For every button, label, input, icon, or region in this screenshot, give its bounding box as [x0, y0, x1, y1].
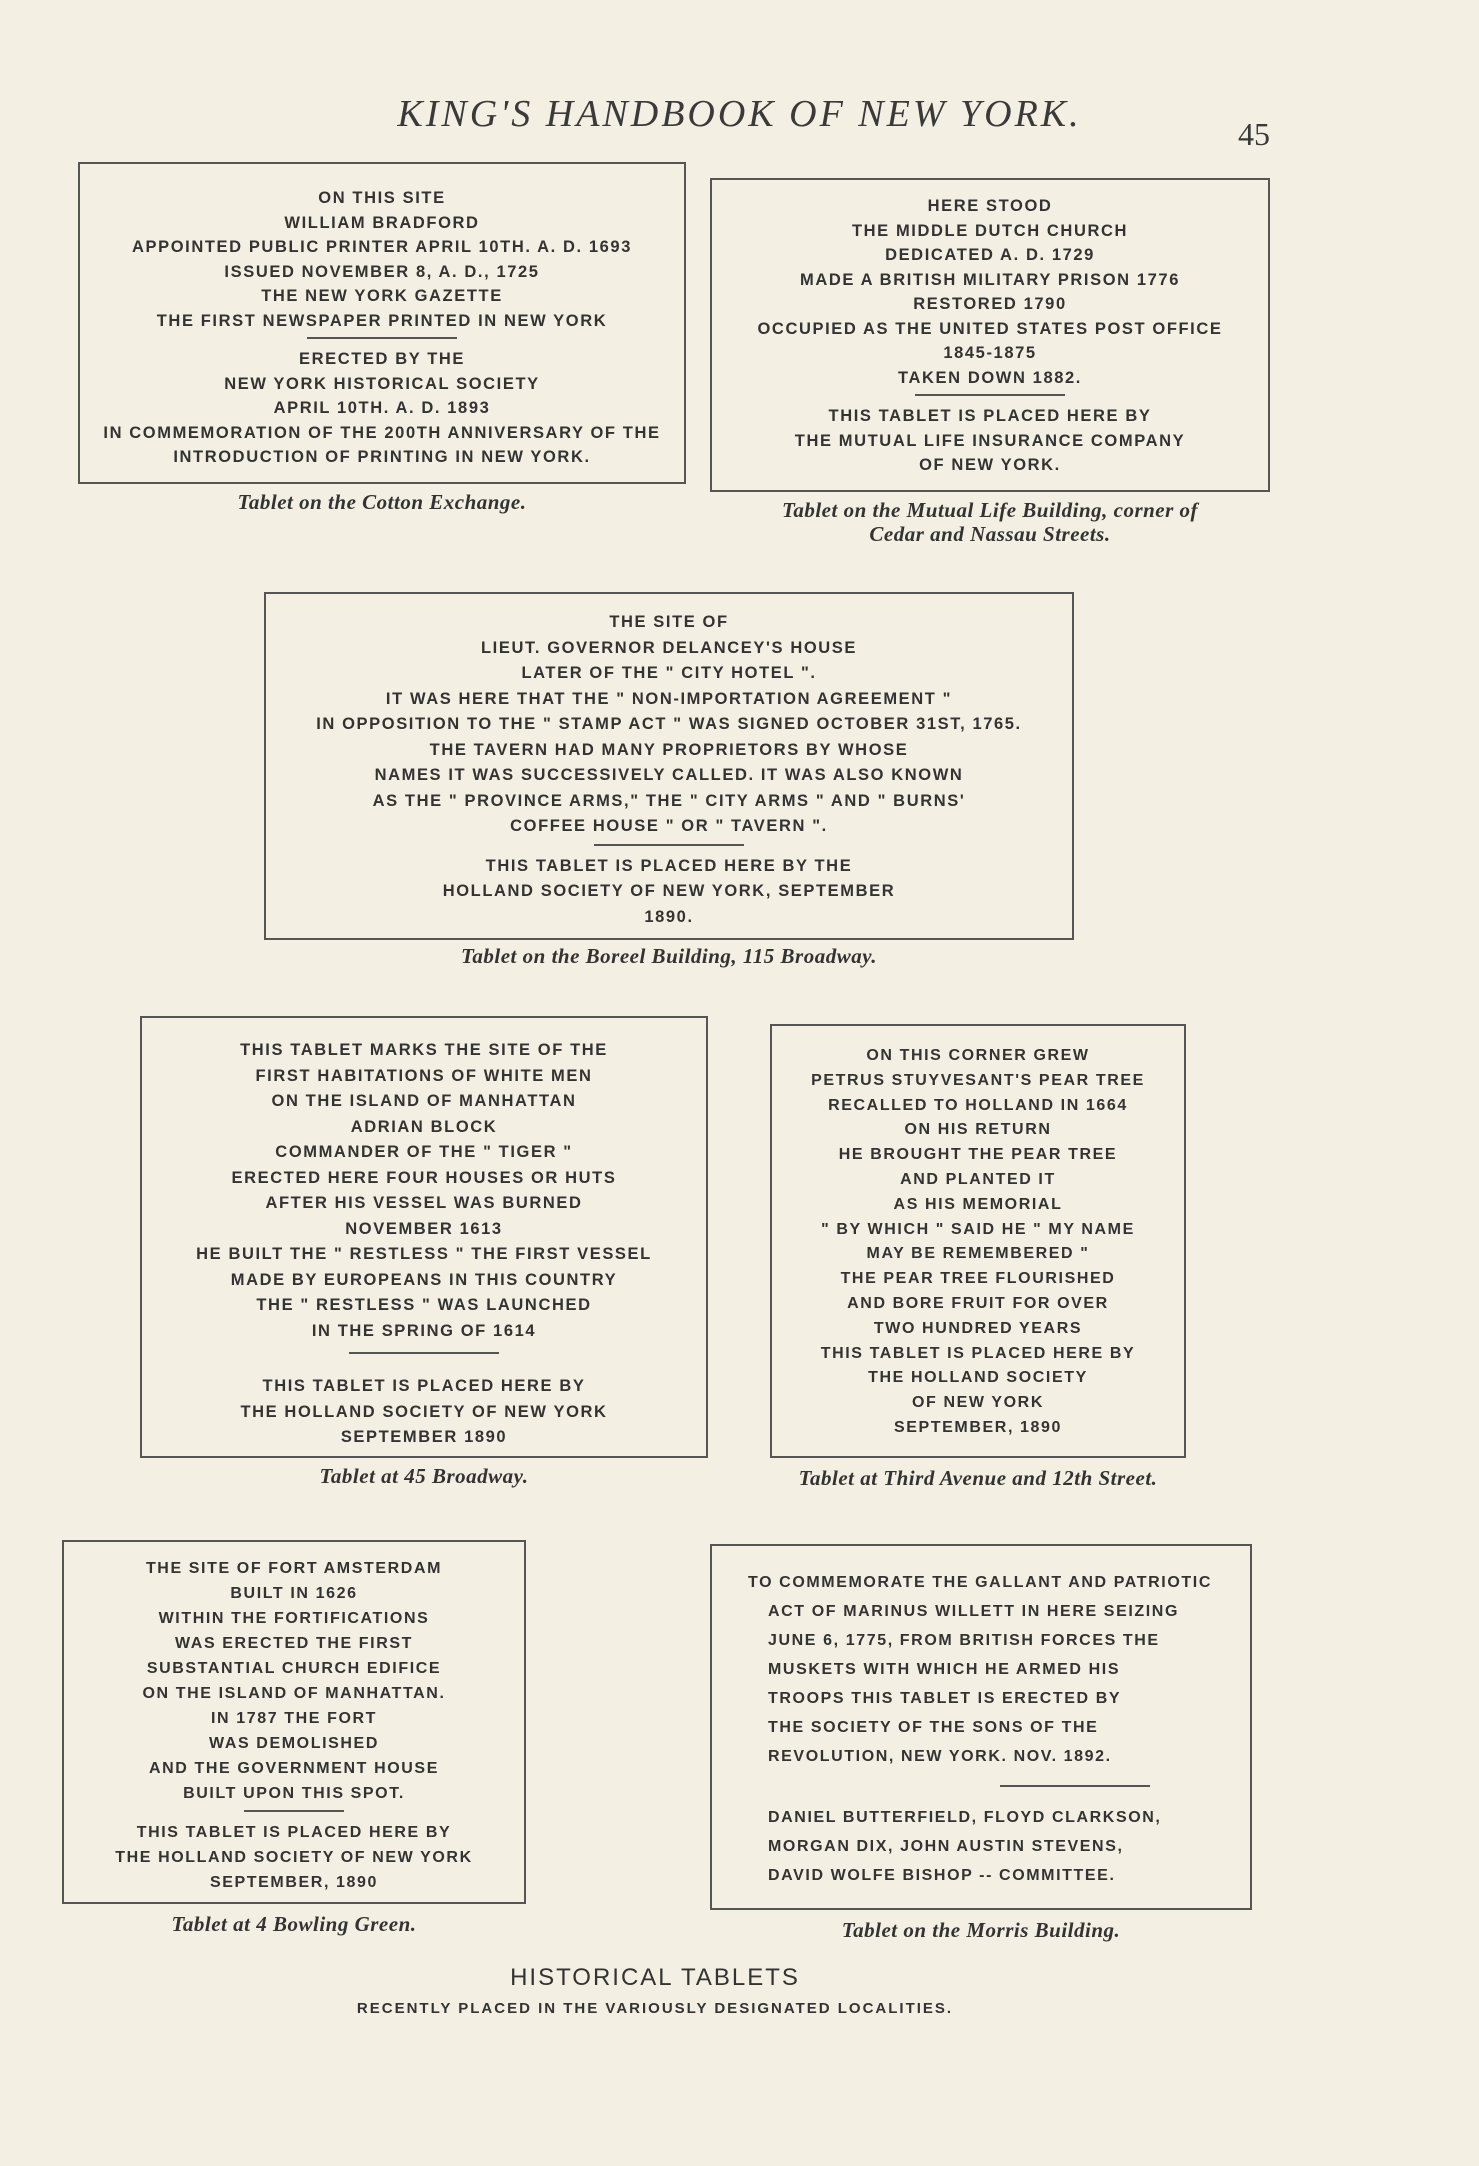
tablet-line: 1845-1875	[943, 344, 1037, 362]
tablet-line: ISSUED NOVEMBER 8, A. D., 1725	[224, 262, 540, 281]
tablet-line: THIS TABLET MARKS THE SITE OF THE	[240, 1041, 608, 1059]
tablet-line: WITHIN THE FORTIFICATIONS	[158, 1610, 430, 1627]
tablet-line: THE PEAR TREE FLOURISHED	[840, 1270, 1116, 1288]
tablet-line: MUSKETS WITH WHICH HE ARMED HIS	[768, 1661, 1121, 1678]
tablet-line: TWO HUNDRED YEARS	[873, 1319, 1083, 1337]
tablet-line: ADRIAN BLOCK	[350, 1117, 498, 1136]
tablet-text	[712, 194, 1268, 478]
tablet-line: DEDICATED A. D. 1729	[885, 246, 1095, 264]
tablet-caption: Tablet on the Boreel Building, 115 Broadway.	[461, 944, 877, 968]
tablet-caption: Tablet on the Morris Building.	[841, 1918, 1121, 1942]
tablet-line: SUBSTANTIAL CHURCH EDIFICE	[146, 1660, 442, 1677]
running-title: KING'S HANDBOOK OF NEW YORK.	[397, 93, 1082, 135]
tablet-line: OF NEW YORK.	[919, 456, 1061, 474]
tablet-line: THE NEW YORK GAZETTE	[261, 287, 503, 305]
tablet-line: AND PLANTED IT	[900, 1170, 1056, 1188]
tablet-text	[772, 1044, 1184, 1441]
tablet-line: HOLLAND SOCIETY OF NEW YORK, SEPTEMBER	[442, 882, 896, 900]
tablet-text	[142, 1038, 706, 1451]
tablet-caption	[710, 498, 1270, 546]
tablet-line: BUILT IN 1626	[230, 1585, 358, 1602]
tablet-line: ERECTED HERE FOUR HOUSES OR HUTS	[231, 1168, 617, 1187]
tablet-line: INTRODUCTION OF PRINTING IN NEW YORK.	[173, 448, 591, 466]
tablet-line: SEPTEMBER, 1890	[893, 1418, 1063, 1436]
tablet-caption: Tablet at 45 Broadway.	[319, 1464, 529, 1488]
tablet-third-avenue	[770, 1024, 1186, 1458]
tablet-line: ON THE ISLAND OF MANHATTAN.	[142, 1685, 446, 1702]
tablet-line: " BY WHICH " SAID HE " MY NAME	[821, 1220, 1135, 1238]
tablet-line: DAVID WOLFE BISHOP -- COMMITTEE.	[768, 1867, 1116, 1884]
tablet-line: HE BUILT THE " RESTLESS " THE FIRST VESSEL	[196, 1245, 652, 1263]
tablet-line: MAY BE REMEMBERED "	[866, 1245, 1090, 1263]
tablet-line: THE " RESTLESS " WAS LAUNCHED	[256, 1296, 592, 1314]
tablet-line: AND THE GOVERNMENT HOUSE	[149, 1760, 439, 1777]
tablet-line: THIS TABLET IS PLACED HERE BY	[136, 1824, 452, 1841]
tablet-line: HE BROUGHT THE PEAR TREE	[838, 1146, 1118, 1164]
divider	[915, 394, 1065, 396]
tablet-line: THE SITE OF	[609, 613, 729, 631]
tablet-caption: Tablet on the Cotton Exchange.	[237, 490, 527, 514]
tablet-line: TAKEN DOWN 1882.	[898, 368, 1082, 387]
tablet-line: MADE BY EUROPEANS IN THIS COUNTRY	[230, 1270, 618, 1289]
tablet-line: NEW YORK HISTORICAL SOCIETY	[224, 374, 540, 393]
tablet-line: REVOLUTION, NEW YORK. NOV. 1892.	[768, 1748, 1112, 1765]
tablet-line: ON THIS SITE	[318, 189, 446, 207]
tablet-line: COFFEE HOUSE " OR " TAVERN ".	[510, 817, 828, 835]
tablet-mutual-life	[710, 178, 1270, 492]
tablet-45-broadway	[140, 1016, 708, 1458]
tablet-line: DANIEL BUTTERFIELD, FLOYD CLARKSON,	[768, 1809, 1162, 1826]
figure-title: HISTORICAL TABLETS	[510, 1964, 800, 1991]
tablet-line: ON THE ISLAND OF MANHATTAN	[271, 1092, 577, 1110]
tablet-line: 1890.	[644, 907, 694, 926]
tablet-line: AFTER HIS VESSEL WAS BURNED	[265, 1194, 583, 1212]
tablet-line: AND BORE FRUIT FOR OVER	[847, 1294, 1109, 1312]
tablet-line: AS HIS MEMORIAL	[893, 1195, 1063, 1213]
divider	[244, 1810, 344, 1812]
tablet-line: TROOPS THIS TABLET IS ERECTED BY	[768, 1690, 1122, 1707]
tablet-morris-building	[710, 1544, 1252, 1910]
tablet-line: PETRUS STUYVESANT'S PEAR TREE	[811, 1071, 1145, 1089]
tablet-line: THE MIDDLE DUTCH CHURCH	[851, 221, 1129, 240]
tablet-line: ON THIS CORNER GREW	[866, 1047, 1090, 1064]
tablet-line: WILLIAM BRADFORD	[284, 213, 480, 232]
tablet-line: ACT OF MARINUS WILLETT IN HERE SEIZING	[768, 1603, 1180, 1620]
tablet-line: OF NEW YORK	[912, 1394, 1044, 1412]
tablet-line: LATER OF THE " CITY HOTEL ".	[521, 664, 817, 682]
tablet-text	[712, 1568, 1250, 1890]
tablet-line: THE TAVERN HAD MANY PROPRIETORS BY WHOSE	[429, 740, 909, 759]
caption-line: Tablet on the Mutual Life Building, corner of	[781, 498, 1199, 522]
tablet-line: RESTORED 1790	[913, 295, 1067, 313]
divider	[307, 337, 457, 339]
tablet-line: APPOINTED PUBLIC PRINTER APRIL 10TH. A. D. 1693	[131, 238, 632, 256]
tablet-line: APRIL 10TH. A. D. 1893	[273, 399, 491, 417]
tablet-line: SEPTEMBER 1890	[340, 1428, 508, 1446]
tablet-line: WAS ERECTED THE FIRST	[174, 1635, 414, 1652]
tablet-line: NOVEMBER 1613	[345, 1219, 503, 1238]
tablet-line: THIS TABLET IS PLACED HERE BY	[262, 1377, 586, 1395]
tablet-line: WAS DEMOLISHED	[209, 1735, 379, 1752]
tablet-caption: Tablet at 4 Bowling Green.	[171, 1912, 417, 1936]
tablet-line: THE HOLLAND SOCIETY OF NEW YORK	[115, 1849, 473, 1866]
tablet-line: THIS TABLET IS PLACED HERE BY THE	[485, 856, 853, 875]
caption-line: Cedar and Nassau Streets.	[869, 522, 1111, 546]
tablet-line: HERE STOOD	[927, 197, 1053, 215]
tablet-line: THE SITE OF FORT AMSTERDAM	[145, 1560, 443, 1577]
tablet-line: ERECTED BY THE	[298, 350, 466, 368]
tablet-line: MORGAN DIX, JOHN AUSTIN STEVENS,	[768, 1838, 1124, 1855]
tablet-line: THE FIRST NEWSPAPER PRINTED IN NEW YORK	[156, 311, 608, 330]
tablet-line: MADE A BRITISH MILITARY PRISON 1776	[800, 270, 1180, 289]
tablet-line: AS THE " PROVINCE ARMS," THE " CITY ARMS " AND " BURNS'	[372, 791, 966, 810]
tablet-line: THE SOCIETY OF THE SONS OF THE	[768, 1719, 1099, 1736]
tablet-text	[266, 610, 1072, 930]
tablet-line: THE MUTUAL LIFE INSURANCE COMPANY	[794, 431, 1186, 450]
tablet-line: LIEUT. GOVERNOR DELANCEY'S HOUSE	[481, 638, 857, 657]
divider	[349, 1352, 499, 1354]
page-number: 45	[1238, 116, 1270, 152]
divider	[594, 844, 744, 846]
tablet-line: JUNE 6, 1775, FROM BRITISH FORCES THE	[768, 1632, 1160, 1649]
figure-subtitle: RECENTLY PLACED IN THE VARIOUSLY DESIGNATED LOCALITIES.	[356, 2000, 954, 2017]
tablet-line: OCCUPIED AS THE UNITED STATES POST OFFICE	[757, 319, 1223, 338]
tablet-line: IN OPPOSITION TO THE " STAMP ACT " WAS SIGNED OCTOBER 31ST, 1765.	[316, 715, 1022, 733]
tablet-line: ON HIS RETURN	[904, 1121, 1052, 1139]
tablet-line: FIRST HABITATIONS OF WHITE MEN	[255, 1066, 593, 1085]
tablet-line: IN 1787 THE FORT	[210, 1710, 378, 1727]
tablet-line: THIS TABLET IS PLACED HERE BY	[820, 1344, 1136, 1362]
tablet-line: IN THE SPRING OF 1614	[311, 1321, 537, 1340]
tablet-line: NAMES IT WAS SUCCESSIVELY CALLED. IT WAS ALSO KNOWN	[374, 766, 964, 784]
tablet-line: IT WAS HERE THAT THE " NON-IMPORTATION AGREEMENT "	[385, 689, 953, 708]
tablet-text	[80, 186, 684, 470]
tablet-line: THE HOLLAND SOCIETY OF NEW YORK	[240, 1402, 608, 1421]
tablet-line: THE HOLLAND SOCIETY	[868, 1369, 1088, 1387]
tablet-line: BUILT UPON THIS SPOT.	[183, 1785, 405, 1802]
tablet-cotton-exchange	[78, 162, 686, 484]
tablet-line: IN COMMEMORATION OF THE 200TH ANNIVERSARY OF THE	[103, 423, 661, 442]
tablet-line: RECALLED TO HOLLAND IN 1664	[828, 1096, 1128, 1114]
tablet-line: SEPTEMBER, 1890	[209, 1874, 379, 1891]
tablet-line: COMMANDER OF THE " TIGER "	[275, 1143, 573, 1161]
divider	[1000, 1785, 1150, 1787]
tablet-caption: Tablet at Third Avenue and 12th Street.	[798, 1466, 1158, 1490]
tablet-line: TO COMMEMORATE THE GALLANT AND PATRIOTIC	[748, 1574, 1212, 1591]
tablet-text	[64, 1556, 524, 1895]
tablet-bowling-green	[62, 1540, 526, 1904]
tablet-line: THIS TABLET IS PLACED HERE BY	[828, 407, 1152, 425]
tablet-boreel-building	[264, 592, 1074, 940]
